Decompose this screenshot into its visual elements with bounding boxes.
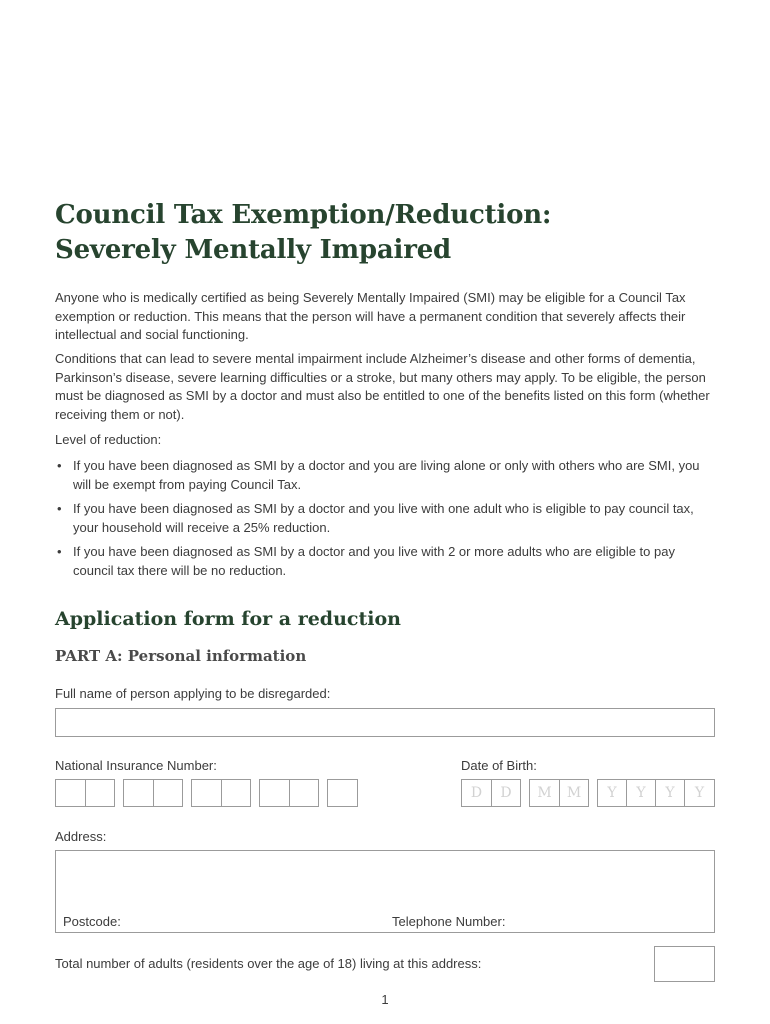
reduction-levels-list [55,457,715,586]
telephone-label: Telephone Number: [392,914,506,929]
adults-count-field[interactable] [654,946,715,982]
ni-digit-box[interactable] [221,779,251,807]
dob-month-box[interactable]: M [559,779,589,807]
ni-group-5 [327,779,358,807]
date-of-birth-label: Date of Birth: [461,758,537,773]
bullet-icon: • [57,501,62,516]
dob-day-box[interactable]: D [461,779,492,807]
bullet-icon: • [57,544,62,559]
full-name-label: Full name of person applying to be disregarded: [55,686,331,701]
page-number: 1 [381,992,389,1007]
dob-year-group [597,779,715,807]
dob-month-group [529,779,589,807]
ni-digit-box[interactable] [85,779,115,807]
ni-group-3 [191,779,251,807]
ni-letter-box[interactable] [327,779,358,807]
list-item [55,543,715,580]
full-name-field[interactable] [55,708,715,737]
title-line-1: Council Tax Exemption/Reduction: [55,200,552,230]
application-form-heading: Application form for a reduction [55,608,401,630]
adults-count-label: Total number of adults (residents over the age of 18) living at this address: [55,956,482,971]
dob-year-box[interactable]: Y [597,779,627,807]
list-item [55,457,715,494]
dob-year-box[interactable]: Y [626,779,656,807]
intro-paragraph-1: Anyone who is medically certified as being Severely Mentally Impaired (SMI) may be eligible for a Council Tax exemption or reduction. This means that the person will have a permanent condition that severely affects their intellectual and social functioning. [55,290,686,342]
dob-year-box[interactable]: Y [684,779,715,807]
dob-day-group [461,779,521,807]
dob-month-box[interactable]: M [529,779,560,807]
ni-group-2 [123,779,183,807]
ni-digit-box[interactable] [191,779,222,807]
ni-digit-box[interactable] [123,779,154,807]
level-of-reduction-label: Level of reduction: [55,432,162,447]
ni-digit-box[interactable] [259,779,290,807]
ni-digit-box[interactable] [55,779,86,807]
address-label: Address: [55,829,107,844]
intro-paragraph-2: Conditions that can lead to severe mental impairment include Alzheimer’s disease and other forms of dementia, Parkinson’s disease, severe learning difficulties or a stroke, but many others may apply. To be eligible, the person must be diagnosed as SMI by a doctor and must also be entitled to one of the benefits listed on this form (whether receiving them or not). [55,351,710,422]
ni-digit-box[interactable] [153,779,183,807]
address-field[interactable] [55,850,715,933]
bullet-icon: • [57,458,62,473]
postcode-label: Postcode: [63,914,121,929]
dob-day-box[interactable]: D [491,779,521,807]
ni-group-1 [55,779,115,807]
list-item [55,500,715,537]
list-item-text: If you have been diagnosed as SMI by a doctor and you live with 2 or more adults who are eligible to pay council tax there will be no reduction. [73,544,675,578]
list-item-text: If you have been diagnosed as SMI by a doctor and you live with one adult who is eligible to pay council tax, your household will receive a 25% reduction. [73,501,694,535]
ni-digit-box[interactable] [289,779,319,807]
national-insurance-label: National Insurance Number: [55,758,217,773]
dob-year-box[interactable]: Y [655,779,685,807]
document-title [55,198,551,268]
list-item-text: If you have been diagnosed as SMI by a doctor and you are living alone or only with others who are SMI, you will be exempt from paying Council Tax. [73,458,700,492]
part-a-heading: PART A: Personal information [55,647,307,665]
title-line-2: Severely Mentally Impaired [55,235,452,265]
ni-group-4 [259,779,319,807]
